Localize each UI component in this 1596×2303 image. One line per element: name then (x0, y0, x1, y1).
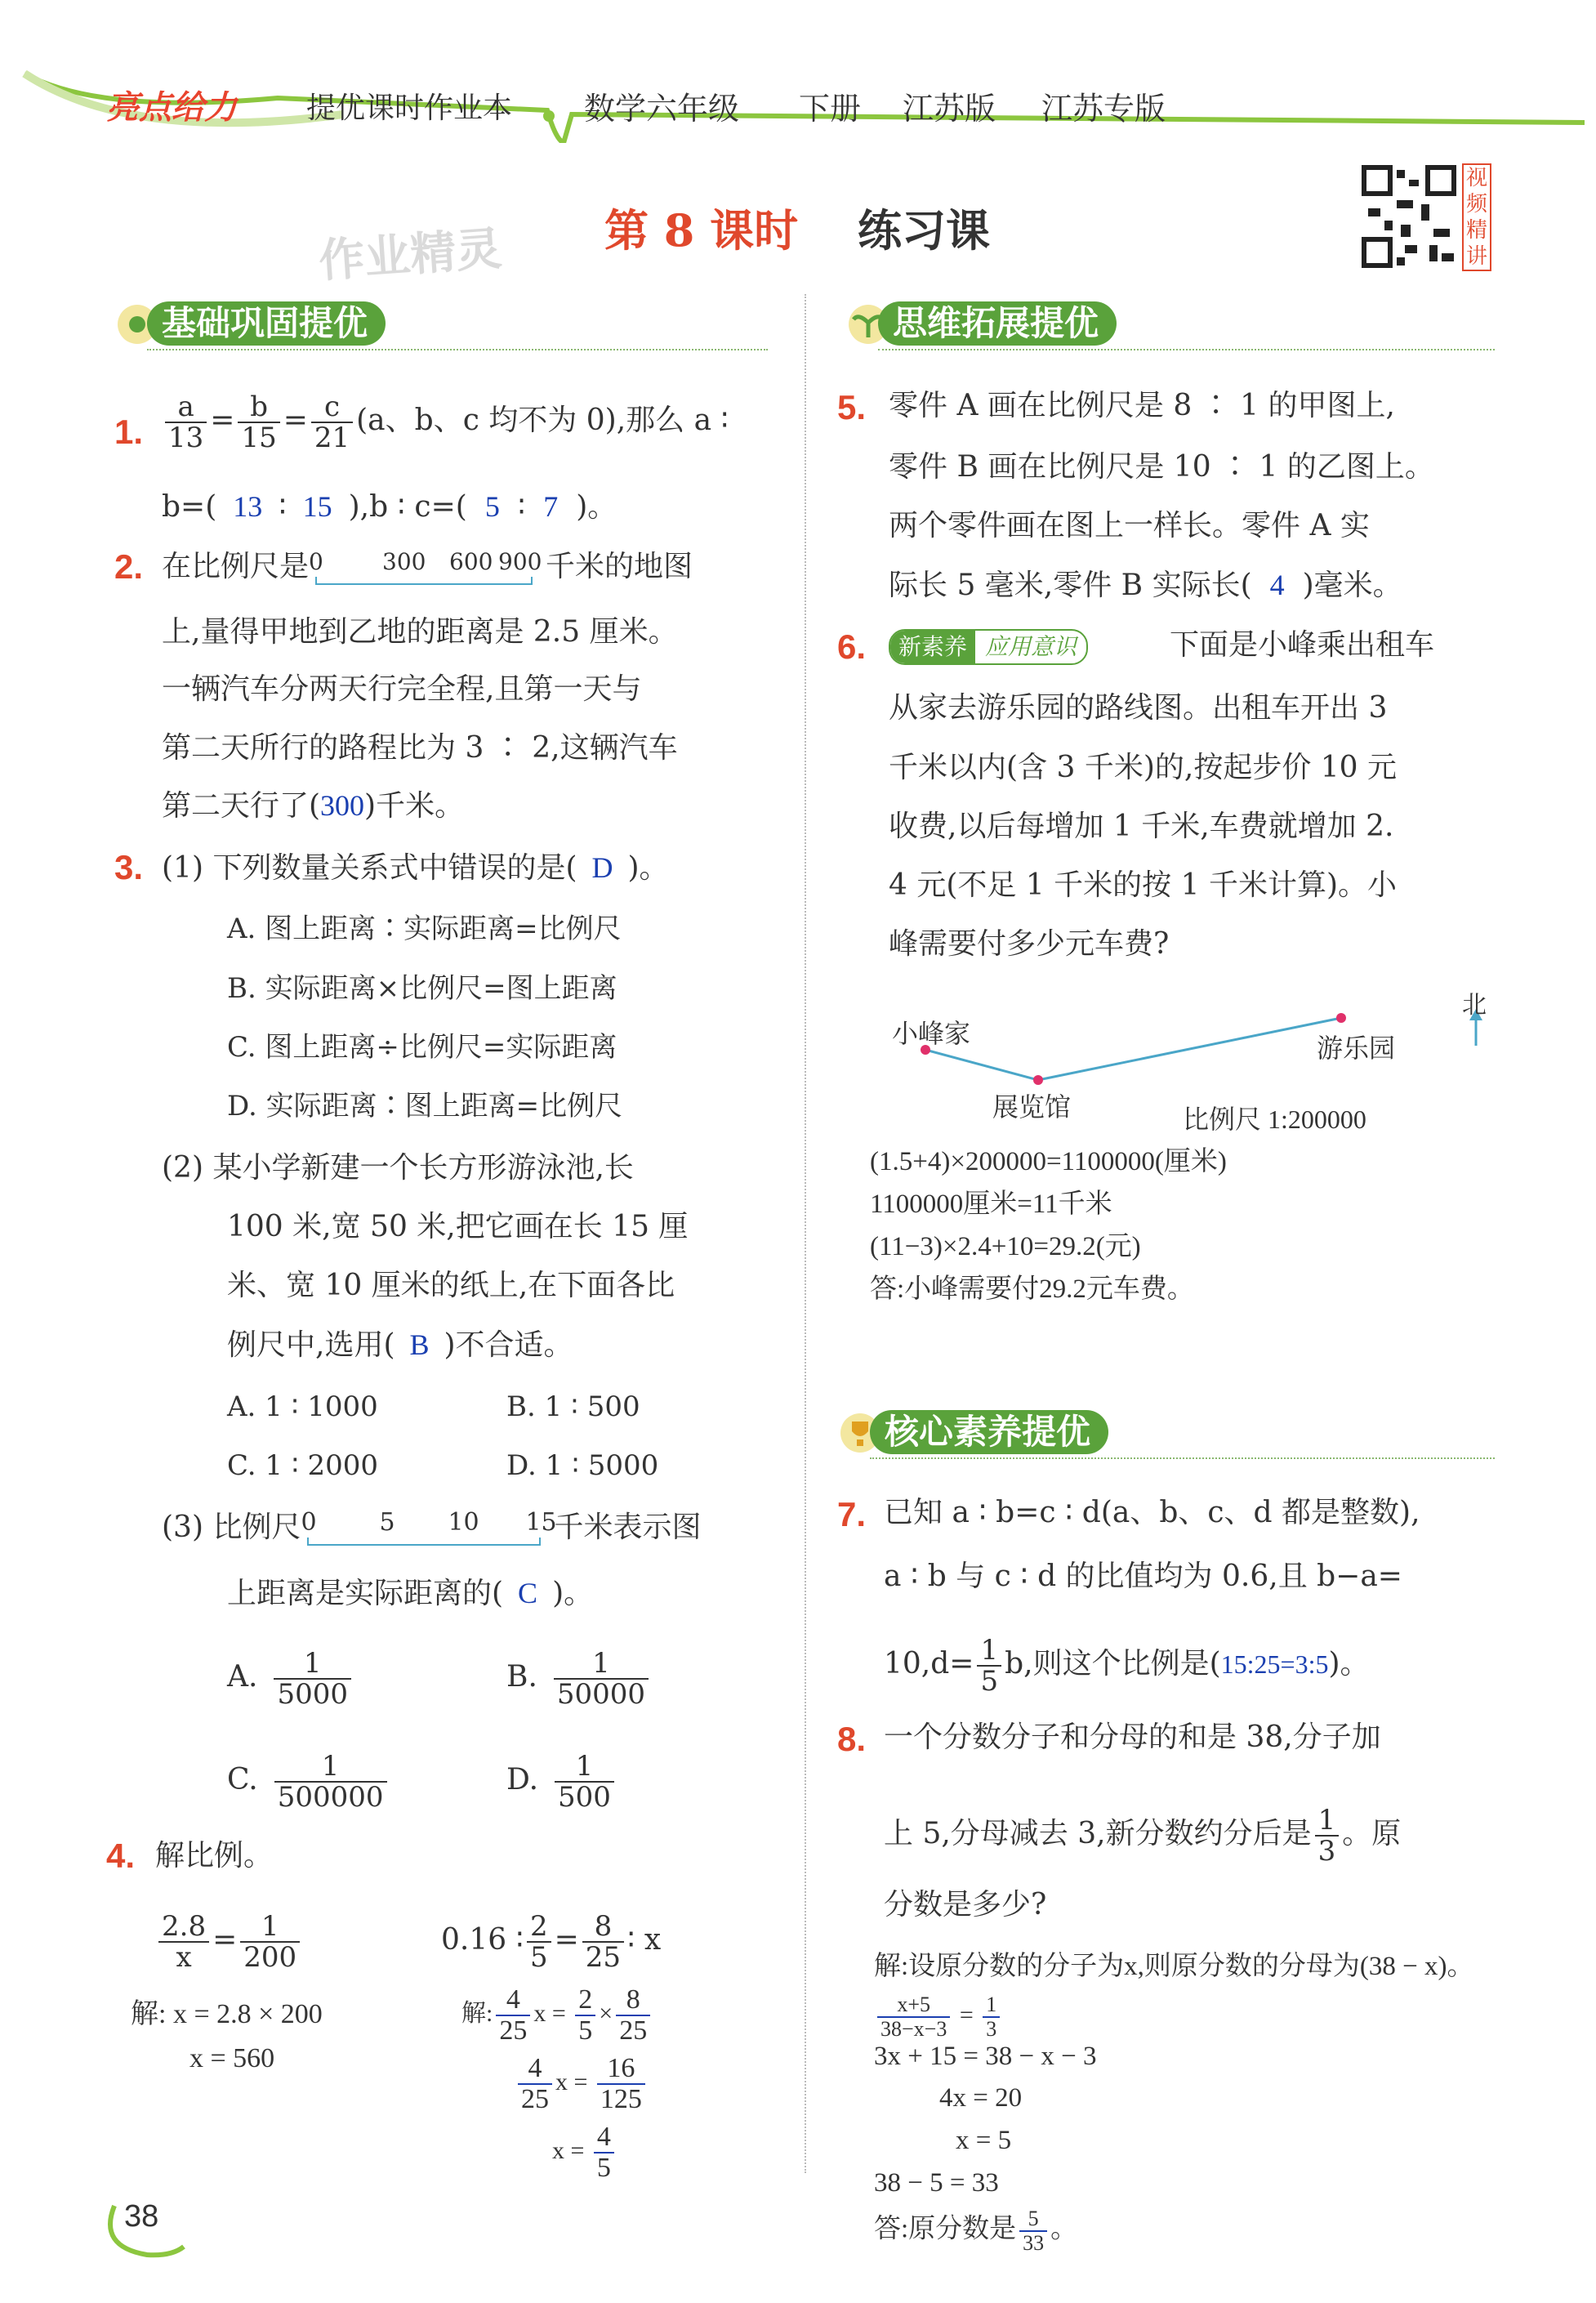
q3-part2-line3: 米、宽 10 厘米的纸上,在下面各比 (227, 1269, 675, 1302)
section-basic: 基础巩固提优 (114, 298, 768, 350)
page-number: 38 (124, 2199, 159, 2234)
section-thinking: 思维拓展提优 (845, 298, 1495, 350)
q8-solution-line1: 3x + 15 = 38 − x − 3 (874, 2042, 1097, 2071)
section-core: 核心素养提优 (837, 1407, 1495, 1459)
q7-line1: 已知 a ∶ b=c ∶ d(a、b、c、d 都是整数), (884, 1496, 1420, 1529)
q6-number: 6. (837, 627, 867, 666)
q6-solution-line1: (1.5+4)×200000=1100000(厘米) (870, 1147, 1227, 1176)
q3-part2-line4: 例尺中,选用( B )不合适。 (227, 1328, 573, 1362)
q3-scale-bar: 0 5 10 15 (301, 1511, 554, 1547)
q3-part1-stem: (1) 下列数量关系式中错误的是( D )。 (162, 851, 669, 885)
header-volume: 下册 (799, 91, 862, 127)
q6-solution-line4: 答:小峰需要付29.2元车费。 (870, 1274, 1194, 1304)
q5-line3: 两个零件画在图上一样长。零件 A 实 (889, 509, 1370, 542)
q3-part3-opt-b: B. $\frac{1}{50000}$ (506, 1649, 652, 1709)
series-name: 提优课时作业本 (306, 91, 513, 125)
q3-part2-opt-a: A. 1 ∶ 1000 (227, 1390, 378, 1423)
q4-equation-1: $\frac{2.8}{x}$ = $\frac{1}{200}$ (155, 1912, 303, 1972)
q4-instruction: 解比例。 (155, 1839, 274, 1872)
q1-answer-1: 13 (233, 490, 263, 523)
q3-part2-answer: B (409, 1328, 430, 1361)
q3-part3-opt-c: C. $\frac{1}{500000}$ (227, 1752, 390, 1812)
q1-answer-3: 5 (484, 490, 500, 523)
q4-solution-2-line1: 解: $\frac{4}{25}$ x = $\frac{2}{5}$ × $\frac{8}{25}$ (461, 1985, 653, 2046)
qr-label: 视频精讲 (1462, 163, 1491, 271)
park-point (1336, 1013, 1346, 1023)
q4-equation-2: 0.16 ∶ $\frac{2}{5}$ = $\frac{8}{25}$ ∶ x (441, 1910, 662, 1974)
q8-final-answer: 答:原分数是 $\frac{5}{33}$ 。 (874, 2207, 1078, 2255)
q7-answer: 15:25=3:5 (1220, 1649, 1329, 1679)
q6-line6: 峰需要付多少元车费? (889, 927, 1170, 961)
route-segment-2 (1038, 1018, 1341, 1080)
q8-solution-line2: 4x = 20 (939, 2083, 1023, 2113)
q6-tag: 新素养 应用意识 (889, 629, 1088, 665)
header-bar (0, 65, 1596, 143)
column-divider (805, 294, 806, 2173)
q2-line5: 第二天行了(300)千米。 (162, 789, 465, 823)
q3-option-a: A. 图上距离∶实际距离=比例尺 (227, 913, 622, 945)
map-scale-label: 比例尺 1:200000 (1183, 1105, 1366, 1134)
q3-part3-line2: 上距离是实际距离的( C )。 (227, 1577, 594, 1610)
q4-number: 4. (106, 1837, 136, 1875)
map-park-label: 游乐园 (1317, 1033, 1396, 1064)
q7-number: 7. (837, 1495, 867, 1533)
q3-part2-opt-c: C. 1 ∶ 2000 (227, 1449, 379, 1482)
q4-solution-1-line2: x = 560 (189, 2043, 275, 2073)
brand-logo: 亮点给力 (106, 89, 237, 127)
q2-number: 2. (114, 547, 144, 586)
q3-option-b: B. 实际距离×比例尺=图上距离 (227, 972, 617, 1005)
q8-line2: 上 5,分母减去 3,新分数约分后是 $\frac{1}{3}$ 。原 (884, 1804, 1402, 1868)
map-museum-label: 展览馆 (992, 1091, 1072, 1122)
route-segment-1 (925, 1050, 1038, 1080)
q4-solution-2-line3: x = $\frac{4}{5}$ (552, 2122, 617, 2183)
header-edition: 江苏版 (903, 91, 996, 127)
museum-point (1033, 1075, 1043, 1085)
q3-part3-line1: (3) 比例尺 0 5 10 15 千米表示图 (162, 1510, 701, 1547)
page-title: 练习课 (858, 204, 990, 257)
q8-line3: 分数是多少? (884, 1888, 1047, 1921)
map-north-label: 北 (1462, 991, 1487, 1020)
q8-solution-intro: 解:设原分数的分子为x,则原分数的分母为(38 − x)。 (874, 1952, 1474, 1981)
q6-line1: 下面是小峰乘出租车 (1170, 628, 1435, 662)
q3-option-c: C. 图上距离÷比例尺=实际距离 (227, 1031, 617, 1064)
qr-code[interactable] (1360, 163, 1458, 270)
q3-part2-opt-d: D. 1 ∶ 5000 (506, 1449, 659, 1482)
q2-scale-bar: 0 300 600 900 (309, 551, 546, 587)
q8-number: 8. (837, 1720, 867, 1758)
q8-line1: 一个分数分子和分母的和是 38,分子加 (884, 1721, 1381, 1754)
q1-answer-2: 15 (302, 490, 332, 523)
q8-solution-equation: $\frac{x+5}{38-x-3}$ = $\frac{1}{3}$ (874, 1993, 1003, 2041)
q3-part3-opt-d: D. $\frac{1}{500}$ (506, 1752, 617, 1812)
q3-part2-line1: (2) 某小学新建一个长方形游泳池,长 (162, 1151, 634, 1185)
q1-line2: b=( 13 ∶ 15 ),b ∶ c=( 5 ∶ 7 )。 (162, 490, 617, 524)
q2-line3: 一辆汽车分两天行完全程,且第一天与 (162, 672, 642, 706)
header-special: 江苏专版 (1041, 91, 1166, 127)
q1-number: 1. (114, 413, 144, 451)
q3-part2-opt-b: B. 1 ∶ 500 (506, 1390, 640, 1423)
q5-answer: 4 (1269, 569, 1285, 601)
q3-part3-opt-a: A. $\frac{1}{5000}$ (227, 1649, 354, 1709)
q2-answer: 300 (320, 789, 365, 822)
q5-line2: 零件 B 画在比例尺是 10 ∶ 1 的乙图上。 (889, 450, 1434, 484)
q2-line2: 上,量得甲地到乙地的距离是 2.5 厘米。 (162, 615, 678, 649)
q5-line1: 零件 A 画在比例尺是 8 ∶ 1 的甲图上, (889, 389, 1395, 422)
q3-option-d: D. 实际距离∶图上距离=比例尺 (227, 1090, 623, 1122)
q4-solution-2-line2: $\frac{4}{25}$ x = $\frac{16}{125}$ (515, 2054, 649, 2114)
q3-part1-answer: D (591, 851, 613, 884)
watermark: 作业精灵 (317, 222, 504, 288)
q4-solution-1-line1: 解: x = 2.8 × 200 (131, 1999, 323, 2029)
header-swoosh (0, 65, 1596, 143)
q1-answer-4: 7 (543, 490, 559, 523)
q3-part2-line2: 100 米,宽 50 米,把它画在长 15 厘 (227, 1210, 689, 1243)
header-subject: 数学六年级 (584, 91, 740, 127)
q8-solution-line4: 38 − 5 = 33 (874, 2168, 999, 2198)
lesson-number: 第 8 课时 (604, 204, 799, 257)
q7-line3: 10,d= $\frac{1}{5}$ b,则这个比例是(15:25=3:5)。 (884, 1634, 1370, 1698)
q3-part3-answer: C (518, 1577, 538, 1609)
q1-line1: $\frac{a}{13}$ = $\frac{b}{15}$ = $\frac{c}{21}$ (a、b、c 均不为 0),那么 a ∶ (162, 392, 729, 453)
q6-line3: 千米以内(含 3 千米)的,按起步价 10 元 (889, 751, 1398, 784)
q6-solution-line2: 1100000厘米=11千米 (870, 1189, 1112, 1219)
q7-line2: a ∶ b 与 c ∶ d 的比值均为 0.6,且 b−a= (884, 1560, 1402, 1593)
q5-number: 5. (837, 388, 867, 426)
q2-line1: 在比例尺是 0 300 600 900 千米的地图 (162, 549, 693, 587)
q5-line4: 际长 5 毫米,零件 B 实际长( 4 )毫米。 (889, 569, 1402, 602)
q6-line2: 从家去游乐园的路线图。出租车开出 3 (889, 691, 1388, 725)
q6-solution-line3: (11−3)×2.4+10=29.2(元) (870, 1232, 1141, 1261)
map-home-label: 小峰家 (892, 1018, 971, 1049)
q3-number: 3. (114, 848, 144, 886)
q2-line4: 第二天所行的路程比为 3 ∶ 2,这辆汽车 (162, 731, 678, 765)
q6-line5: 4 元(不足 1 千米的按 1 千米计算)。小 (889, 868, 1398, 902)
q6-line4: 收费,以后每增加 1 千米,车费就增加 2. (889, 810, 1394, 843)
q8-solution-line3: x = 5 (956, 2126, 1012, 2155)
